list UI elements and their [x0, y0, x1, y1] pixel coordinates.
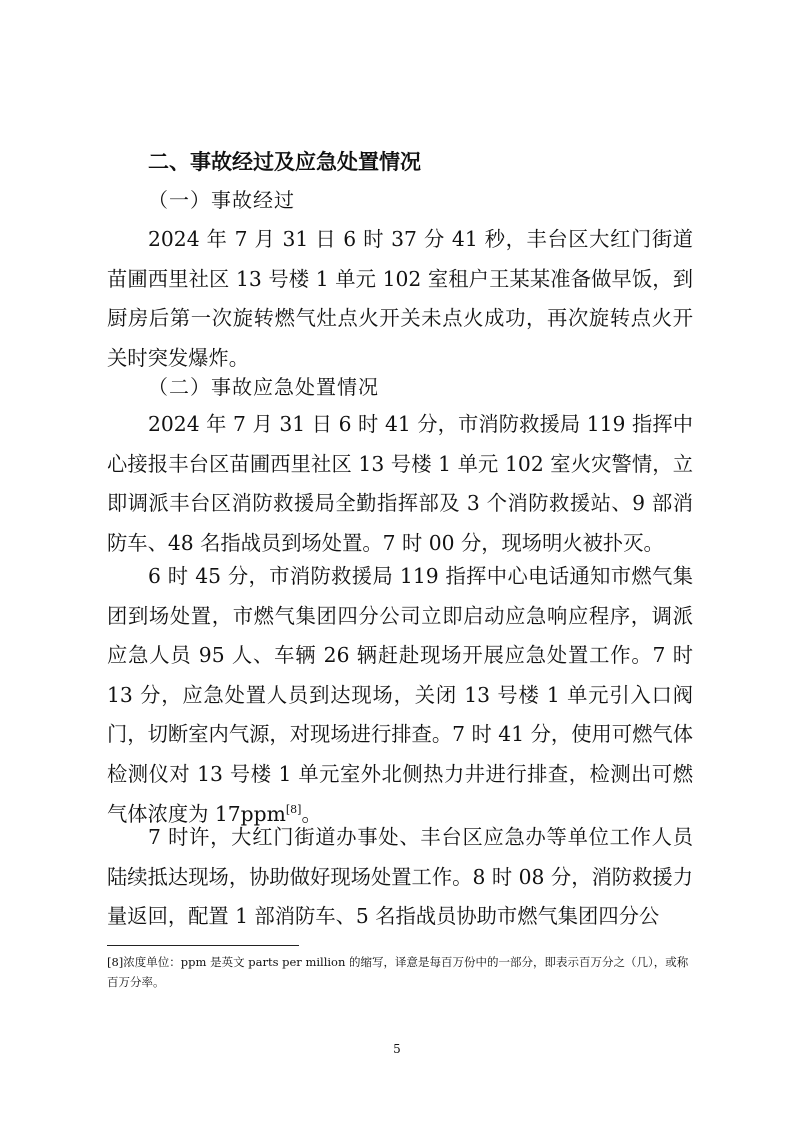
- subsection-heading-emergency-response: （二）事故应急处置情况: [148, 375, 379, 399]
- section-heading: 二、事故经过及应急处置情况: [148, 150, 421, 174]
- subsection-heading-accident-process: （一）事故经过: [148, 188, 295, 212]
- paragraph-onsite-support: 7 时许，大红门街道办事处、丰台区应急办等单位工作人员陆续抵达现场，协助做好现场处置工作。8 时 08 分，消防救援力量返回，配置 1 部消防车、5 名指战员协助市燃气集团四分公: [107, 825, 693, 929]
- paragraph-gas-response: [107, 557, 693, 834]
- paragraph-accident-process: 2024 年 7 月 31 日 6 时 37 分 41 秒，丰台区大红门街道苗圃西里社区 13 号楼 1 单元 102 室租户王某某准备做早饭，到厨房后第一次旋转燃气灶点火开关未点火成功，再次旋转点火开关时突发爆炸。: [107, 227, 693, 370]
- footnote-reference: [8]: [285, 802, 302, 816]
- paragraph-fire-response: 2024 年 7 月 31 日 6 时 41 分，市消防救援局 119 指挥中心接报丰台区苗圃西里社区 13 号楼 1 单元 102 室火灾警情，立即调派丰台区消防救援局全勤指挥部及 3 个消防救援站、9 部消防车、48 名指战员到场处置。7 时 00 分，现场明火被扑灭。: [107, 412, 693, 555]
- footnote: [8]浓度单位：ppm 是英文 parts per million 的缩写，译意是每百万份中的一部分，即表示百万分之（几），或称百万分率。: [107, 955, 689, 989]
- footnote-divider: [107, 945, 299, 946]
- paragraph-gas-response-text: 6 时 45 分，市消防救援局 119 指挥中心电话通知市燃气集团到场处置，市燃气集团四分公司立即启动应急响应程序，调派应急人员 95 人、车辆 26 辆赶赴现场开展应急处置工作。7 时 13 分，应急处置人员到达现场，关闭 13 号楼 1 单元引入口阀门，切断室内气源，对现场进行排查。7 时 41 分，使用可燃气体检测仪对 13 号楼 1 单元室外北侧热力井进行排查，检测出可燃气体浓度为 17ppm: [107, 564, 693, 826]
- paragraph-gas-response-end: 。: [301, 801, 322, 826]
- page-number: 5: [393, 1042, 401, 1056]
